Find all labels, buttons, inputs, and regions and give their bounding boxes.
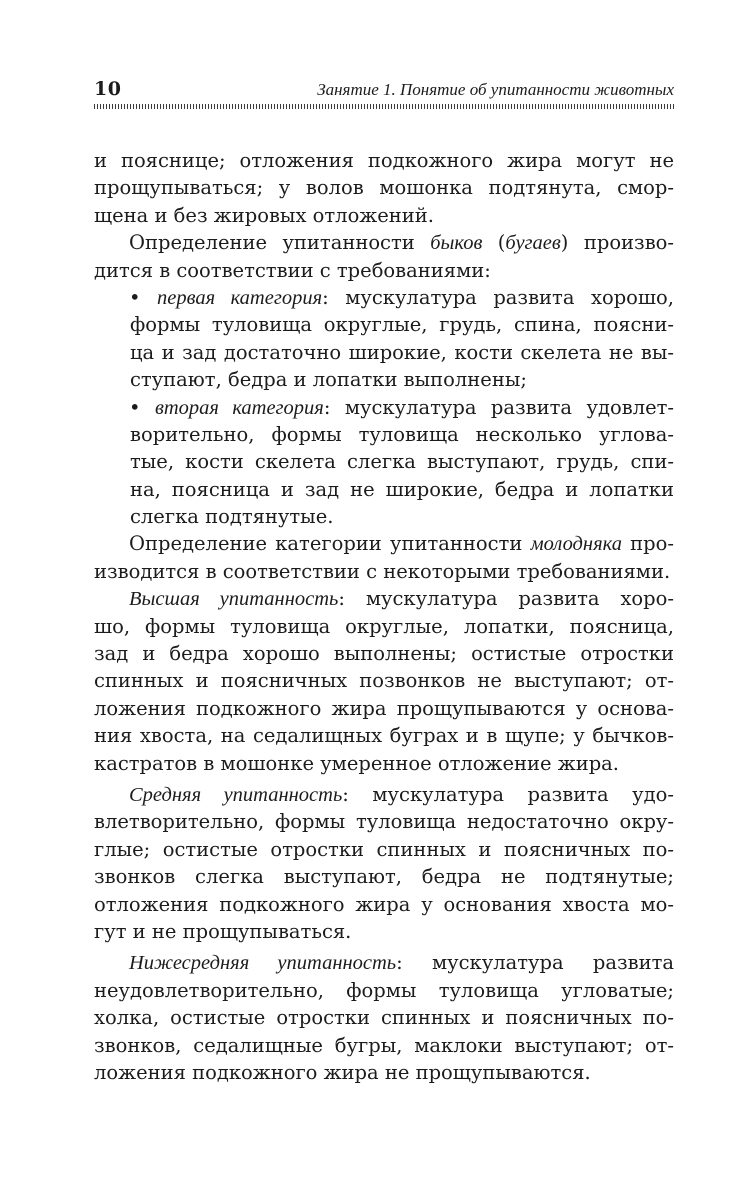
text-line: Определение категории упитанности молодняка про-: [129, 532, 674, 556]
book-page: [94, 78, 674, 1086]
text-line: зад и бедра хорошо выполнены; остистые отростки: [94, 642, 674, 666]
text-line: и пояснице; отложения подкожного жира могут не: [94, 149, 674, 172]
paragraph-bulls: [94, 229, 674, 284]
text-line: • вторая категория: мускулатура развита удовлет-: [129, 395, 674, 419]
paragraph-continuation: [94, 147, 674, 229]
body-text: [94, 147, 674, 1086]
italic-term: Средняя упитанность: [129, 783, 343, 806]
text-line: кастратов в мошонке умеренное отложение жира.: [94, 751, 619, 775]
bullet-marker: •: [129, 395, 141, 419]
bullet-item-second-category: [94, 394, 674, 531]
chapter-title: Занятие 1. Понятие об упитанности животных: [317, 80, 674, 99]
page-number: 10: [94, 78, 122, 100]
italic-term: вторая категория: [154, 396, 324, 419]
text-line: отложения подкожного жира у основания хвоста мо-: [94, 892, 674, 916]
text-line: ворительно, формы туловища несколько углова-: [130, 422, 674, 446]
text-line: звонков, седалищные бугры, маклоки выступают; от-: [94, 1033, 674, 1057]
text-line: тые, кости скелета слегка выступают, грудь, спи-: [130, 450, 674, 474]
text-line: прощупываться; у волов мошонка подтянута, смор-: [94, 176, 674, 200]
text-line: шо, формы туловища округлые, лопатки, поясница,: [94, 614, 674, 638]
text-line: Определение упитанности быков (бугаев) произво-: [129, 231, 674, 255]
text-line: холка, остистые отростки спинных и поясничных по-: [94, 1006, 674, 1030]
text-line: на, поясница и зад не широкие, бедра и лопатки: [130, 477, 674, 501]
text-line: влетворительно, формы туловища недостаточно окру-: [94, 810, 674, 834]
bullet-item-first-category: [94, 284, 674, 394]
text-line: слегка подтянутые.: [130, 505, 334, 529]
italic-term: быков: [430, 232, 483, 255]
text-line: спинных и поясничных позвонков не выступают; от-: [94, 669, 674, 693]
text-line: гут и не прощупываться.: [94, 919, 352, 943]
text-line: ния хвоста, на седалищных буграх и в щупе; у бычков-: [94, 724, 674, 748]
running-header: [94, 78, 674, 104]
bullet-marker: •: [129, 285, 141, 309]
text-line: Высшая упитанность: мускулатура развита хоро-: [129, 587, 674, 611]
text-line: щена и без жировых отложений.: [94, 203, 434, 227]
text-line: глые; остистые отростки спинных и поясничных по-: [94, 837, 674, 861]
italic-term: Нижесредняя упитанность: [129, 952, 397, 975]
text-line: неудовлетворительно, формы туловища угловатые;: [94, 978, 674, 1002]
header-rule: [94, 104, 674, 109]
text-line: ступают, бедра и лопатки выполнены;: [130, 368, 527, 392]
text-line: ложения подкожного жира прощупываются у основа-: [94, 696, 674, 720]
text-line: ца и зад достаточно широкие, кости скелета не вы-: [130, 340, 674, 364]
text-line: Нижесредняя упитанность: мускулатура развита: [129, 951, 674, 975]
paragraph-high-fatness: [94, 585, 674, 777]
text-line: ложения подкожного жира не прощупываются.: [94, 1060, 591, 1084]
paragraph-young-stock: [94, 530, 674, 585]
italic-term: бугаев: [505, 232, 561, 255]
paragraph-medium-fatness: [94, 781, 674, 945]
italic-term: молодняка: [530, 533, 622, 556]
paragraph-below-medium-fatness: [94, 949, 674, 1086]
text-line: дится в соответствии с требованиями:: [94, 258, 491, 282]
text-line: формы туловища округлые, грудь, спина, поясни-: [130, 313, 674, 337]
text-line: звонков слегка выступают, бедра не подтянутые;: [94, 865, 674, 889]
italic-term: первая категория: [157, 286, 323, 309]
text-line: изводится в соответствии с некоторыми требованиями.: [94, 559, 671, 583]
text-line: • первая категория: мускулатура развита хорошо,: [129, 285, 674, 309]
italic-term: Высшая упитанность: [129, 588, 339, 611]
text-line: Средняя упитанность: мускулатура развита удо-: [129, 782, 674, 806]
